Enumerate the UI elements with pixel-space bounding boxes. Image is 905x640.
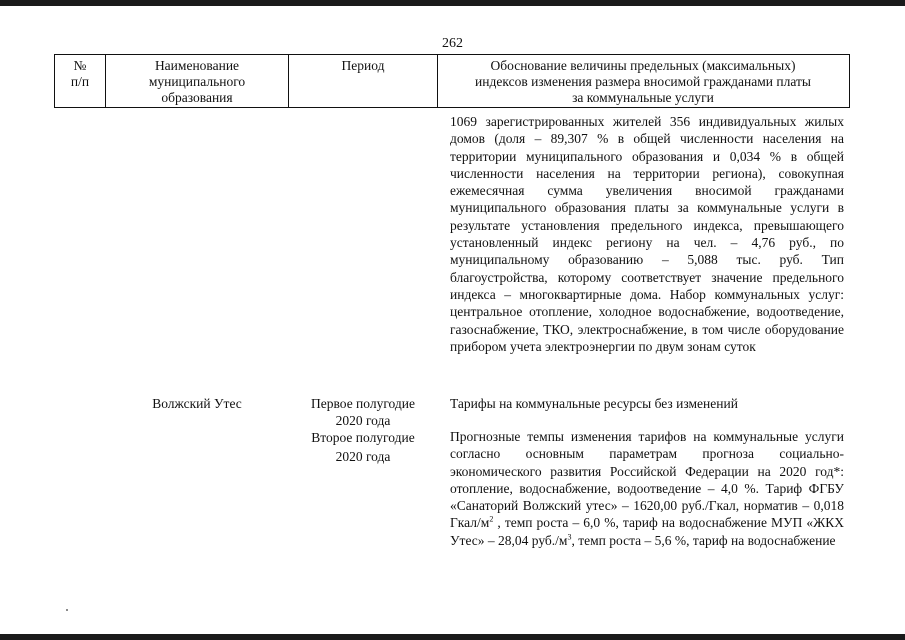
header-municipality: Наименование муниципального образования [148, 58, 246, 105]
period-second-half: Второе полугодие 2020 года [311, 430, 415, 464]
superscript-3: 3 [567, 532, 572, 542]
scan-speck [66, 609, 68, 611]
municipality-name: Волжский Утес [152, 396, 242, 411]
continuation-text [450, 113, 844, 355]
basis-first-half-text: Тарифы на коммунальные ресурсы без изменений [450, 396, 738, 411]
basis-second-half-text [450, 428, 844, 549]
page-number: 262 [442, 36, 463, 51]
scan-border-bottom [0, 634, 905, 640]
basis-second-half [450, 428, 844, 549]
header-period: Период [341, 58, 385, 73]
basis-second-part-a: Прогнозные темпы изменения тарифов на коммунальные услуги согласно основным параметрам прогноза социально-экономического развития Российской Федерации на 2020 год*: отопление, водоснабжение, водоотведение – 4,0 %. Тариф ФГБУ «Санаторий Волжский утес» – 1620,00 руб./Гкал, норматив – 0,018 Гкал/м [450, 429, 844, 531]
superscript-2: 2 [489, 514, 494, 524]
basis-second-part-c: , темп роста – 5,6 %, тариф на водоснабжение [571, 532, 836, 548]
header-number: № п/п [70, 58, 90, 89]
scan-border-top [0, 0, 905, 6]
header-basis: Обоснование величины предельных (максимальных) индексов изменения размера вносимой гражданами платы за коммунальные услуги [475, 58, 811, 105]
basis-second-part-b: , темп роста – 6,0 %, тариф на водоснабжение МУП «ЖКХ Утес» – 28,04 руб./м [450, 515, 844, 548]
period-first-half: Первое полугодие 2020 года [311, 396, 415, 428]
continuation-paragraph: 1069 зарегистрированных жителей 356 индивидуальных жилых домов (доля – 89,307 % в общей численности населения на территории муниципального образования и 0,034 % в общей численности населения на территории региона), совокупная ежемесячная сумма увеличения вносимой гражданами муниципального образования платы за коммунальные услуги в результате установления предельного индекса, превышающего установленный индекс региону на чел. – 4,76 руб., по муниципальному образованию – 5,088 тыс. руб. Тип благоустройства, которому соответствует значение предельного индекса – многоквартирные дома. Набор коммунальных услуг: центральное отопление, холодное водоснабжение, водоотведение, газоснабжение, ТКО, электроснабжение, в том числе оборудование прибором учета электроэнергии по двум зонам суток [450, 114, 844, 354]
basis-first-half [450, 395, 844, 412]
